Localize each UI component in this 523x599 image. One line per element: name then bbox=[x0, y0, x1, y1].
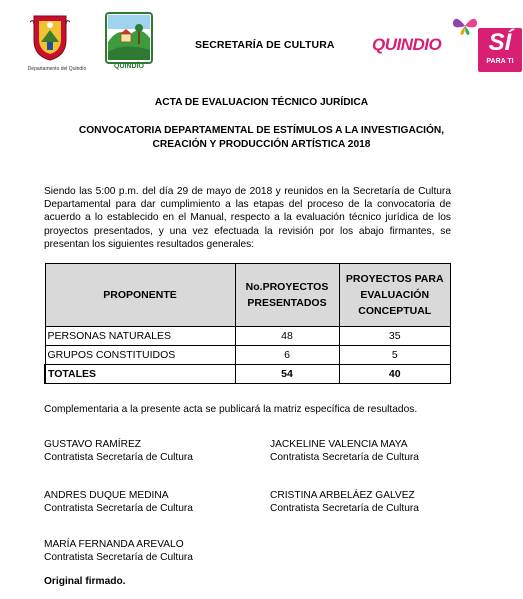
document-title: ACTA DE EVALUACION TÉCNICO JURÍDICA bbox=[154, 97, 369, 108]
header-proyectos-evaluacion: PROYECTOS PARA EVALUACIÓN CONCEPTUAL bbox=[339, 264, 451, 327]
original-signed-note: Original firmado. bbox=[44, 576, 126, 587]
butterfly-icon bbox=[452, 14, 478, 36]
subtitle-line-2: CREACIÓN Y PRODUCCIÓN ARTÍSTICA 2018 bbox=[152, 139, 371, 150]
signatory-block bbox=[44, 489, 193, 515]
row-proponente: PERSONAS NATURALES bbox=[45, 327, 235, 346]
header-proyectos-presentados: No.PROYECTOS PRESENTADOS bbox=[235, 264, 339, 327]
department-caption: Departamento del Quindío bbox=[27, 66, 87, 72]
table-header-row bbox=[45, 264, 451, 327]
brand-para-ti-text: PARA TI bbox=[486, 58, 514, 65]
row-evaluacion: 5 bbox=[339, 346, 451, 365]
quindio-logo-caption: QUINDÍO bbox=[114, 63, 144, 70]
signatory-block bbox=[44, 538, 193, 564]
signatory-role: Contratista Secretaría de Cultura bbox=[44, 452, 193, 463]
signatory-name: CRISTINA ARBELÁEZ GALVEZ bbox=[270, 490, 415, 501]
brand-si-text: SÍ bbox=[488, 29, 512, 56]
table-total-row bbox=[45, 365, 451, 384]
total-label: TOTALES bbox=[45, 365, 235, 384]
document-subtitle bbox=[0, 124, 523, 152]
signatory-block bbox=[44, 438, 193, 464]
row-proponente: GRUPOS CONSTITUIDOS bbox=[45, 346, 235, 365]
signatory-block bbox=[270, 438, 419, 464]
complementary-note: Complementaria a la presente acta se publicará la matriz específica de resultados. bbox=[44, 404, 418, 415]
signatory-role: Contratista Secretaría de Cultura bbox=[44, 552, 193, 563]
signatory-block bbox=[270, 489, 419, 515]
intro-paragraph: Siendo las 5:00 p.m. del día 29 de mayo de 2018 y reunidos en la Secretaría de Cultura Departamental para dar cumplimiento a las etapas del proceso de la convocatoria de acuerdo a lo establecido en el Manual, respecto a la evaluación técnico jurídica de los proyectos presentados, y una vez efectuada la revisión por los abajo firmantes, se presentan los siguientes resultados generales: bbox=[44, 186, 451, 250]
table-row bbox=[45, 327, 451, 346]
brand-si-badge bbox=[478, 28, 522, 72]
quindio-landscape-logo-icon bbox=[105, 12, 153, 64]
signatory-role: Contratista Secretaría de Cultura bbox=[270, 503, 419, 514]
row-presentados: 48 bbox=[235, 327, 339, 346]
signatory-name: JACKELINE VALENCIA MAYA bbox=[270, 439, 408, 450]
results-table bbox=[44, 263, 451, 384]
brand-quindio-text: QUINDIO bbox=[372, 35, 442, 54]
signatory-name: ANDRES DUQUE MEDINA bbox=[44, 490, 169, 501]
table-row bbox=[45, 346, 451, 365]
row-evaluacion: 35 bbox=[339, 327, 451, 346]
secretaria-title: SECRETARÍA DE CULTURA bbox=[195, 39, 335, 51]
total-presentados: 54 bbox=[235, 365, 339, 384]
signatory-name: MARÍA FERNANDA AREVALO bbox=[44, 539, 184, 550]
total-evaluacion: 40 bbox=[339, 365, 451, 384]
row-presentados: 6 bbox=[235, 346, 339, 365]
header-proponente: PROPONENTE bbox=[45, 264, 235, 327]
signatory-role: Contratista Secretaría de Cultura bbox=[44, 503, 193, 514]
signatory-role: Contratista Secretaría de Cultura bbox=[270, 452, 419, 463]
department-coat-of-arms-icon bbox=[30, 12, 70, 62]
signatory-name: GUSTAVO RAMÍREZ bbox=[44, 439, 141, 450]
subtitle-line-1: CONVOCATORIA DEPARTAMENTAL DE ESTÍMULOS A LA INVESTIGACIÓN, bbox=[78, 125, 445, 136]
